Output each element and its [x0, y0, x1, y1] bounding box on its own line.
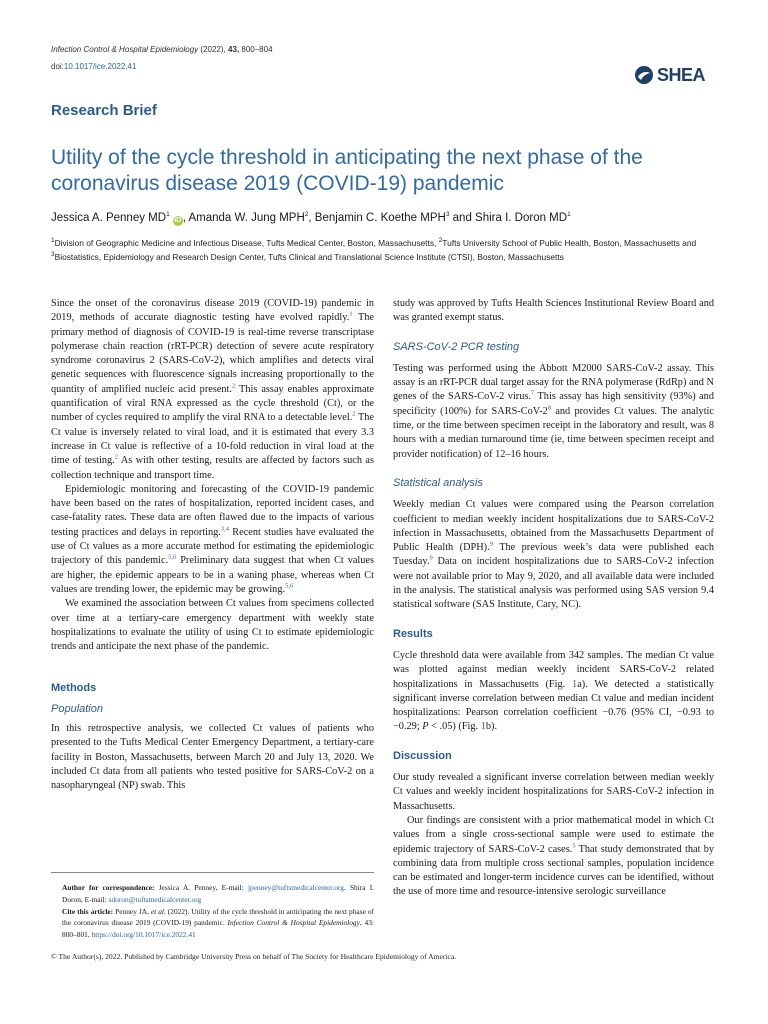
affiliation-text: Tufts University School of Public Health, Boston, Massachusetts and: [442, 238, 697, 248]
correspondence-note: Author for correspondence: Jessica A. Penney, E-mail: jpenney@tuftsmedicalcenter.org. Shira I. Doron, E-mail: sdoron@tuftsmedicalcenter.org: [62, 883, 375, 904]
affiliation-marker: 3: [51, 251, 55, 259]
discussion-heading: Discussion: [393, 749, 452, 762]
results-paragraph: Cycle threshold data were available from 342 samples. The median Ct value was plotted against median weekly incident SARS-CoV-2 related hospitalizations in Massachusetts (Fig. 1a). We detected a statistically significant inverse correlation between median Ct value and median incident hospitalizations: Pearson correlation coefficient −0.76 (95% CI, −0.93 to −0.29; P < .05) (Fig. 1b).: [393, 649, 714, 733]
affiliation-marker: 1: [567, 211, 571, 219]
email-link[interactable]: sdoron@tuftsmedicalcenter.org: [108, 894, 202, 904]
reference-link[interactable]: 5,6: [285, 582, 294, 590]
population-heading: Population: [51, 702, 103, 715]
reference-link[interactable]: 2: [231, 382, 236, 390]
ethics-paragraph: study was approved by Tufts Health Sciences Institutional Review Board and was granted exempt status.: [393, 298, 714, 324]
affiliation-marker: 1: [51, 237, 55, 245]
doi-link[interactable]: 10.1017/ice.2022.41: [63, 62, 137, 71]
discussion-paragraph: Our study revealed a significant inverse correlation between median weekly Ct values and weekly incident hospitalizations for SARS-CoV-2 infection in Massachusetts.: [393, 772, 714, 812]
journal-year: (2022),: [200, 45, 226, 54]
journal-citation: [51, 45, 273, 54]
affiliation-marker: 2: [438, 237, 443, 245]
footnote-divider: [51, 872, 374, 873]
reference-link[interactable]: 3,4: [220, 525, 230, 533]
results-heading: Results: [393, 627, 433, 640]
article-type: Research Brief: [51, 102, 157, 119]
affiliation-marker: 2: [304, 211, 309, 219]
reference-link[interactable]: 8: [547, 404, 552, 412]
intro-paragraph: We examined the association between Ct values from specimens collected over time at a tertiary-care emergency department with weekly state hospitalizations to evaluate the utility of using Ct to estimate epidemiologic trends and anticipate the next phase of the pandemic.: [51, 598, 374, 653]
intro-paragraph: Since the onset of the coronavirus disease 2019 (COVID-19) pandemic in 2019, methods of accurate diagnostic testing have evolved rapidly.$^1$ The primary method of diagnosis of COVID-19 is real-time reverse transcriptase polymerase chain reaction (rRT-PCR) detection of severe acute respiratory syndrome coronavirus 2 (SARS-CoV-2), which amplifies and detects viral genetic sequences with fluorescence signals increasing proportionally to the quantity of amplified nucleic acid present.$^2$ This assay enables approximate quantification of viral RNA expressed as the cycle threshold (Ct), or the number of cycles required to amplify the viral RNA to a detectable level.$^2$ The Ct value is inversely related to viral load, and it is estimated that every 3.3 increase in Ct value is reflective of a 10-fold reduction in viral load at the time of testing.$^2$ As with other testing, results are affected by factors such as collection technique and transport time.: [51, 298, 375, 481]
affiliation-marker: 3: [445, 211, 450, 219]
article-title: Utility of the cycle threshold in anticipating the next phase of the coronavirus disease 2019 (COVID-19) pandemic: [51, 146, 643, 195]
statistics-paragraph: Weekly median Ct values were compared using the Pearson correlation coefficient to median weekly incident hospitalizations due to SARS-CoV-2 infection in Massachusetts, obtained from the Massachusetts Department of Public Health (DPH).$^9$ The previous week’s data were published each Tuesday.$^9$ Data on incident hospitalizations due to SARS-CoV-2 infection were not available prior to May 9, 2020, and all available data were included in the analysis. The statistical analysis was performed using SAS version 9.4 statistical software (SAS Institute, Cary, NC).: [393, 499, 714, 611]
email-link[interactable]: jpenney@tuftsmedicalcenter.org: [247, 883, 344, 892]
pcr-testing-heading: SARS-CoV-2 PCR testing: [393, 340, 520, 353]
shea-logo: [634, 64, 718, 86]
reference-link[interactable]: 2: [114, 453, 118, 461]
reference-link[interactable]: 1: [349, 310, 353, 318]
reference-link[interactable]: 9: [489, 540, 493, 548]
citation-note: Cite this article: Penney JA, et al. (2022). Utility of the cycle threshold in anticipating the next phase of the coronavirus disease 2019 (COVID-19) pandemic. Infection Control & Hospital Epidemiology, 43: 800–801, https://doi.org/10.1017/ice.2022.41: [62, 906, 375, 940]
reference-link[interactable]: 9: [429, 555, 433, 563]
affiliation-marker: 1: [166, 211, 170, 219]
author-name[interactable]: Jessica A. Penney MD: [51, 212, 167, 224]
author-name[interactable]: , Amanda W. Jung MPH: [182, 212, 305, 224]
journal-volume: 43,: [228, 45, 240, 54]
reference-link[interactable]: 2: [352, 410, 356, 418]
author-name[interactable]: and Shira I. Doron MD: [449, 212, 568, 224]
reference-link[interactable]: 5: [572, 842, 576, 850]
right-column: [393, 297, 714, 900]
methods-heading: Methods: [51, 682, 97, 695]
population-paragraph: In this retrospective analysis, we collected Ct values of patients who presented to the Tufts Medical Center Emergency Department, a tertiary-care facility in Boston, Massachusetts, between March 20 and July 13, 2020. We included Ct data from all patients who tested positive for SARS-CoV-2 on a nasopharyngeal (NP) swab. This: [51, 723, 374, 792]
reference-link[interactable]: 7: [530, 390, 535, 398]
copyright-notice: © The Author(s), 2022. Published by Cambridge University Press on behalf of The Society for Healthcare Epidemiology of America.: [51, 952, 457, 961]
author-list: [51, 212, 571, 226]
author-name[interactable]: , Benjamin C. Koethe MPH: [308, 212, 446, 224]
journal-pages: 800–804: [241, 45, 273, 54]
shea-emblem-icon: [634, 65, 654, 85]
doi-prefix: doi:: [51, 62, 64, 71]
figure-link[interactable]: 1: [480, 721, 486, 733]
footnote: [62, 882, 374, 941]
left-column: [51, 297, 374, 794]
discussion-paragraph: Our findings are consistent with a prior mathematical model in which Ct values from a single cross-sectional sample were used to estimate the epidemic trajectory of SARS-CoV-2 cases.$^5$ That study demonstrated that by combining data from multiple cross sectional samples, population incidence can be estimated and longer-term incidence curves can be identified, without the use of more time and resource-intensive serologic surveillance: [393, 814, 714, 898]
affiliation-text: Division of Geographic Medicine and Infectious Disease, Tufts Medical Center, Boston, Massachusetts,: [54, 238, 439, 248]
intro-paragraph: Epidemiologic monitoring and forecasting of the COVID-19 pandemic have been based on the rates of hospitalization, reported incident cases, and case-fatality rates. These data are often flawed due to the impacts of various testing practices and delays in reporting.$^{3,4}$ Recent studies have evaluated the use of Ct values as a more accurate method for estimating the epidemiologic trajectory of this pandemic.$^{5,6}$ Preliminary data suggest that when Ct values are higher, the epidemic appears to be in a waning phase, whereas when Ct values are trending lower, the epidemic may be growing.$^{5,6}$: [51, 483, 375, 595]
affiliation-text: Biostatistics, Epidemiology and Research Design Center, Tufts Clinical and Translational Science Institute (CTSI), Boston, Massachusetts: [54, 252, 564, 262]
shea-logo-text: SHEA: [657, 64, 706, 85]
figure-link[interactable]: 1: [572, 678, 578, 690]
statistical-analysis-heading: Statistical analysis: [393, 476, 483, 489]
pcr-paragraph: Testing was performed using the Abbott M2000 SARS-CoV-2 assay. This assay is an rRT-PCR dual target assay for the RNA polymerase (RdRp) and N genes of the SARS-CoV-2 virus.$^7$ This assay has high sensitivity (93%) and specificity (100%) for SARS-$CoV-2^8$ and provides Ct values. The analytic time, or the time between specimen receipt in the laboratory and result, was 8 hours with a median turnaround time (ie, time between specimen receipt and provider notification) of 12–16 hours.: [393, 362, 714, 460]
reference-link[interactable]: 5,6: [168, 553, 177, 561]
affiliations: [51, 236, 731, 264]
orcid-icon[interactable]: iD: [174, 217, 182, 224]
doi-url-link[interactable]: https://doi.org/10.1017/ice.2022.41: [91, 930, 196, 940]
doi-line: [51, 62, 136, 71]
journal-name: Infection Control & Hospital Epidemiology: [51, 45, 199, 54]
